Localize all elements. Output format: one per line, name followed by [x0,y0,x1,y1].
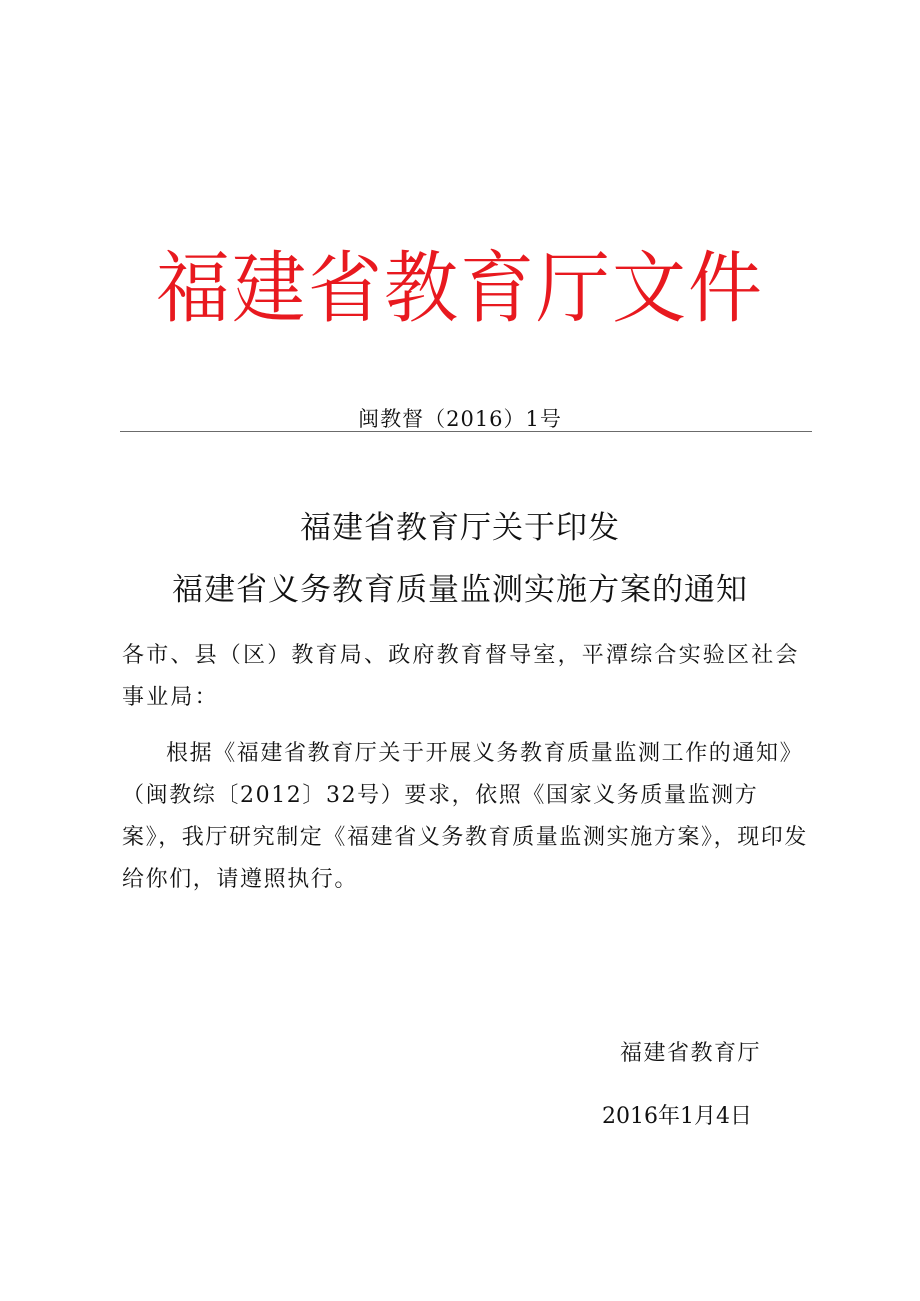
notice-body: 根据《福建省教育厅关于开展义务教育质量监测工作的通知》（闽教综〔2012〕32号）要求，依照《国家义务质量监测方案》，我厅研究制定《福建省义务教育质量监测实施方案》，现印发给你们，请遵照执行。 [122,741,809,892]
document-header [0,236,920,336]
notice-title-line-1: 福建省教育厅关于印发 [300,510,620,546]
issuer-signature: 福建省教育厅 [620,1041,762,1066]
addressee: 各市、县（区）教育局、政府教育督导室，平潭综合实验区社会事业局： [122,643,800,710]
notice-title-line-2: 福建省义务教育质量监测实施方案的通知 [172,572,748,608]
document-number: 闽教督（2016）1号 [358,407,562,431]
issue-date: 2016年1月4日 [602,1104,752,1129]
header-divider [120,431,812,432]
document-header-title: 福建省教育厅文件 [156,243,764,334]
